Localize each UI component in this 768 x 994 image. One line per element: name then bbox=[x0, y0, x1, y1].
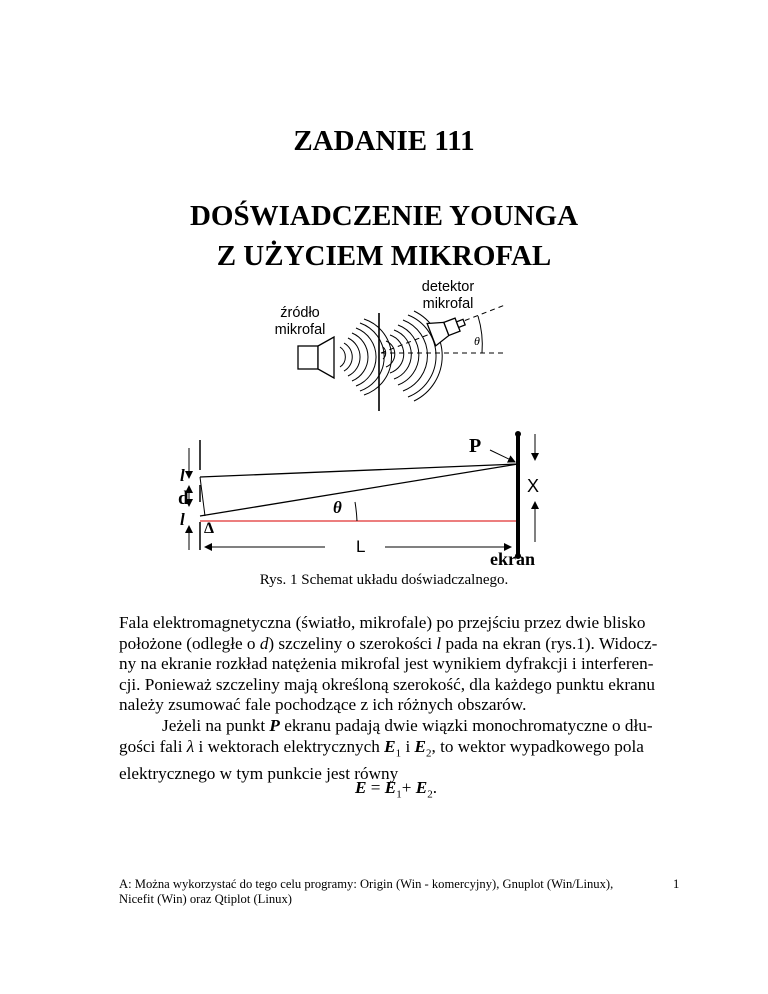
d-label: d bbox=[178, 488, 189, 509]
footer-note: A: Można wykorzystać do tego celu programy: Origin (Win - komercyjny), Gnuplot (Win/Linux), Nicefit (Win) oraz Qtiplot (Linux) bbox=[119, 877, 614, 906]
paragraph-line: gości fali λ i wektorach elektrycznych $E_1$ i $E_2$, to wektor wypadkowego pola bbox=[119, 736, 644, 759]
microwave-source bbox=[298, 337, 334, 378]
screen-label: ekran bbox=[490, 549, 535, 569]
P-label: P bbox=[469, 435, 482, 457]
paragraph-line: należy zsumować fale pochodzące z ich różnych obszarów. bbox=[119, 695, 527, 715]
equation: $E = E_1+ E_2$. bbox=[355, 778, 437, 801]
angle-label: θ bbox=[474, 334, 480, 348]
L-label: L bbox=[356, 537, 366, 556]
l-bottom-label: l bbox=[180, 510, 185, 529]
task-number: ZADANIE 111 bbox=[293, 125, 475, 157]
theta-label: θ bbox=[333, 498, 342, 517]
figure-caption: Rys. 1 Schemat układu doświadczalnego. bbox=[259, 572, 509, 588]
l-top-label: l bbox=[180, 466, 185, 485]
paragraph-line: Fala elektromagnetyczna (światło, mikrofale) po przejściu przez dwie blisko bbox=[119, 613, 646, 632]
source-waves bbox=[340, 319, 392, 395]
paragraph-line: Jeżeli na punkt P ekranu padają dwie wiązki monochromatyczne o dłu- bbox=[162, 715, 653, 735]
title-line-1: DOŚWIADCZENIE YOUNGA bbox=[189, 200, 579, 232]
paragraph-line: ny na ekranie rozkład natężenia mikrofal jest wynikiem dyfrakcji i interferen- bbox=[119, 654, 654, 674]
paragraph-line: cji. Ponieważ szczeliny mają określoną szerokość, dla każdego punktu ekranu bbox=[119, 674, 655, 694]
body-paragraph bbox=[119, 613, 679, 784]
X-label: X bbox=[527, 476, 540, 496]
microwave-detector bbox=[427, 311, 468, 346]
delta-label: Δ bbox=[204, 520, 215, 537]
source-label: źródło mikrofal bbox=[274, 305, 326, 338]
paragraph-line: elektrycznego w tym punkcie jest równy bbox=[119, 763, 399, 783]
page-number: 1 bbox=[673, 877, 680, 891]
detector-label: detektor mikrofal bbox=[421, 279, 475, 312]
title-line-2: Z UŻYCIEM MIKROFAL bbox=[216, 240, 552, 272]
paragraph-line: położone (odległe o d) szczeliny o szerokości l pada na ekran (rys.1). Widocz- bbox=[119, 633, 658, 653]
